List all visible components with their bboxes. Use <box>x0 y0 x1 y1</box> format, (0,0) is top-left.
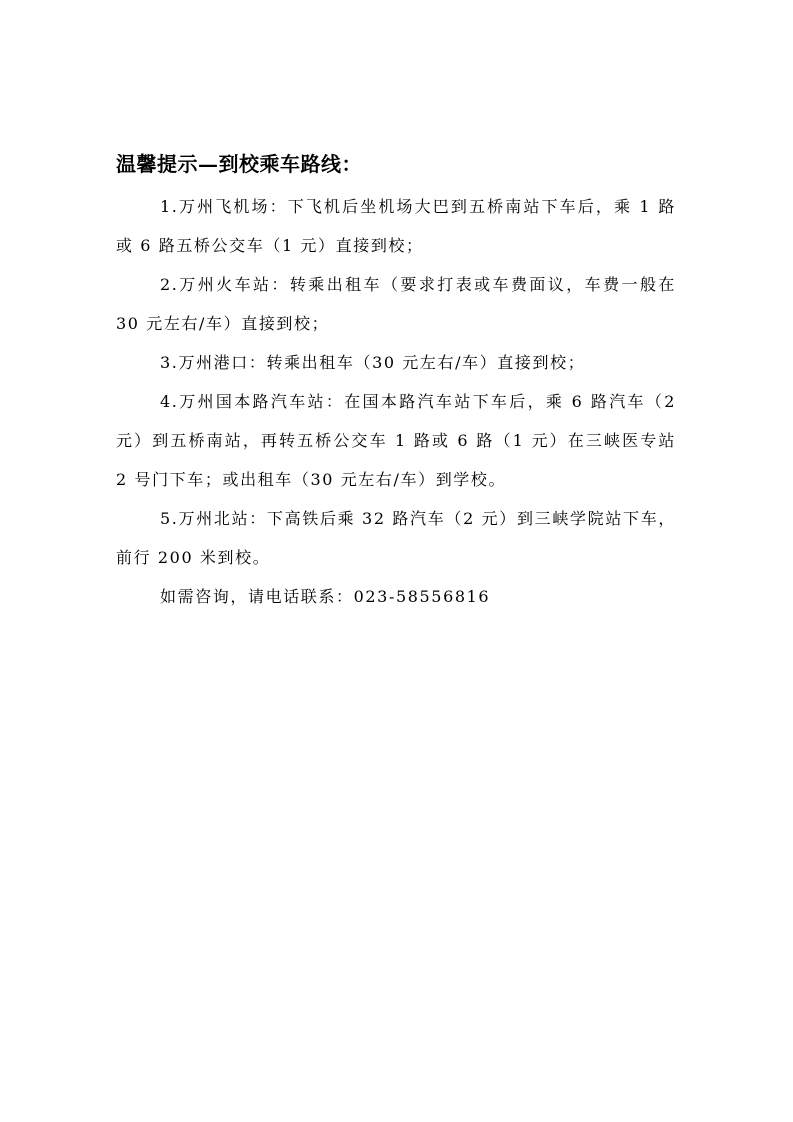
route-port: 3.万州港口：转乘出租车（30 元左右/车）直接到校； <box>160 353 586 372</box>
contact-info: 如需咨询，请电话联系：023-58556816 <box>160 587 491 606</box>
route-bus-station: 4.万州国本路汽车站：在国本路汽车站下车后，乘 6 路汽车（2 元）到五桥南站，再转五桥公交车 1 路或 6 路（1 元）在三峡医专站 2 号门下车；或出租车（30 元左右/车）到学校。 <box>116 392 676 489</box>
document-title: 温馨提示—到校乘车路线： <box>116 152 362 176</box>
route-north-station: 5.万州北站：下高铁后乘 32 路汽车（2 元）到三峡学院站下车，前行 200 米到校。 <box>116 509 676 567</box>
route-airport: 1.万州飞机场：下飞机后坐机场大巴到五桥南站下车后，乘 1 路或 6 路五桥公交车（1 元）直接到校； <box>116 197 676 255</box>
route-train-station: 2.万州火车站：转乘出租车（要求打表或车费面议，车费一般在 30 元左右/车）直接到校； <box>116 275 676 333</box>
